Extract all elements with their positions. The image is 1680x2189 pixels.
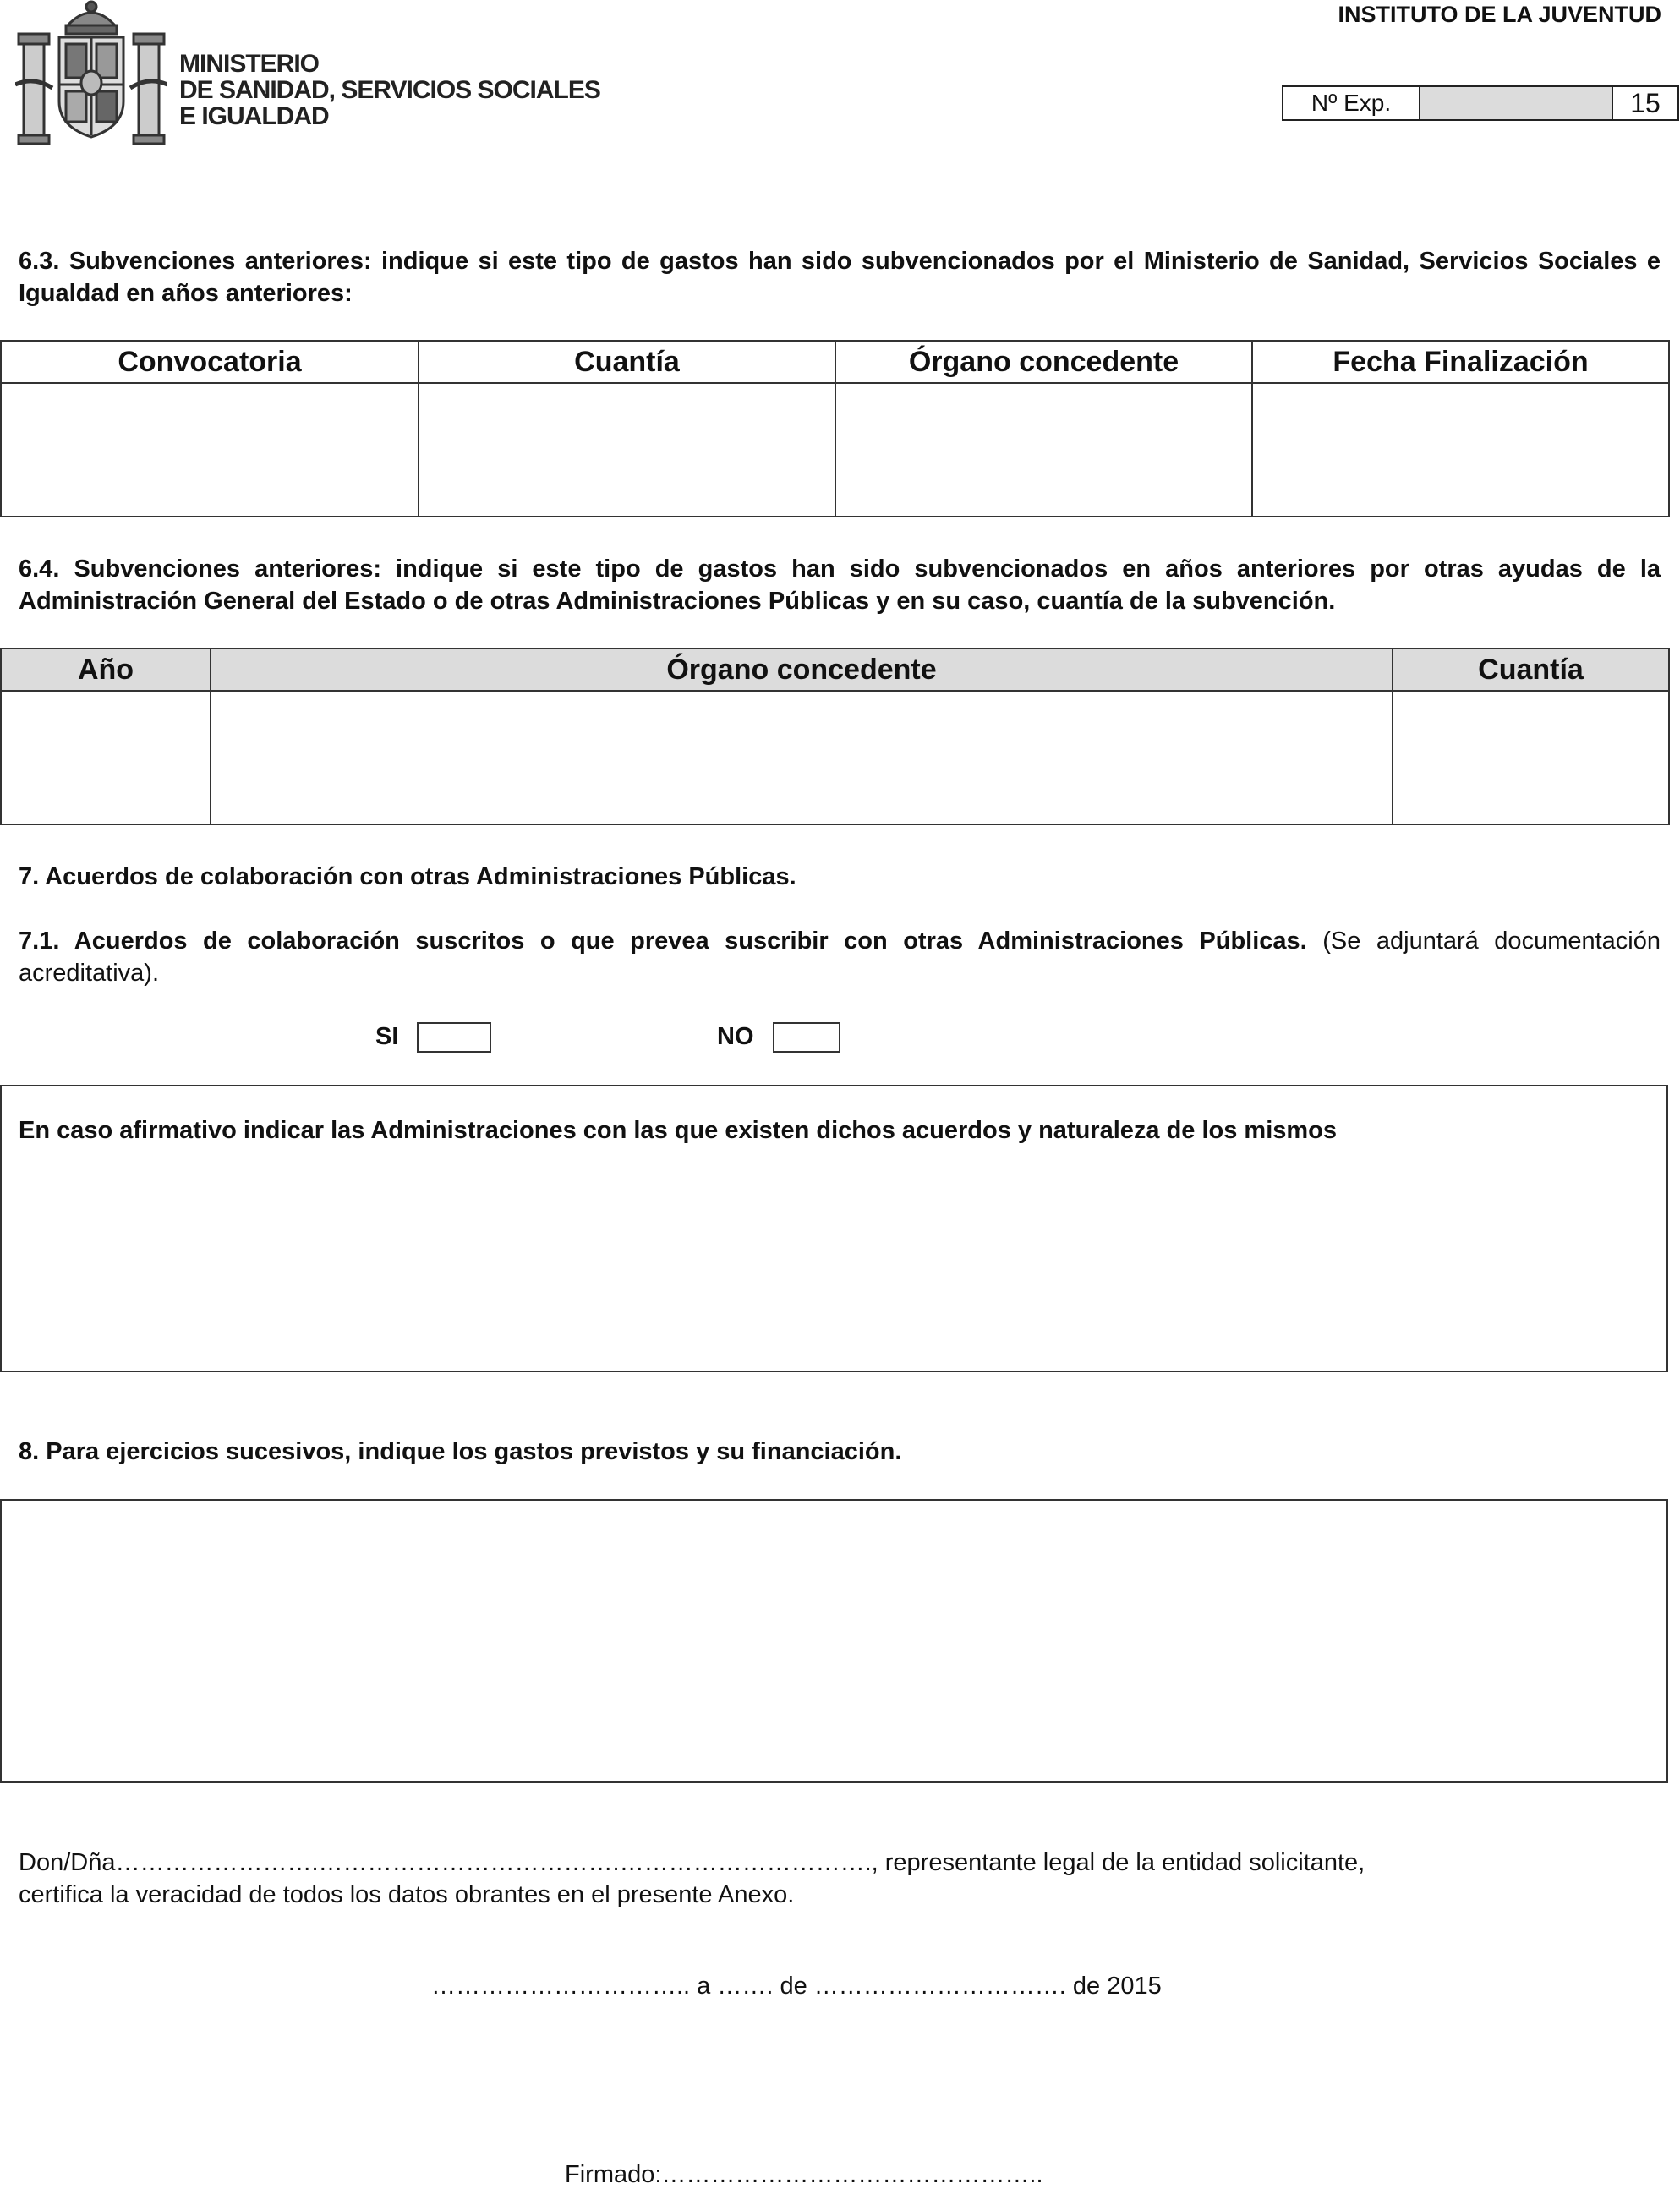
- signed-line: Firmado:………………………………………..: [565, 2161, 1043, 2188]
- cell-cuantia-2[interactable]: [1393, 691, 1669, 824]
- section-7-1-bold: 7.1. Acuerdos de colaboración suscritos o que prevea suscribir con otras Administraciones Públicas.: [19, 928, 1307, 955]
- yes-checkbox[interactable]: [417, 1022, 491, 1053]
- section-8-title: 8. Para ejercicios sucesivos, indique los gastos previstos y su financiación.: [19, 1438, 902, 1465]
- col-header-ano: Año: [1, 648, 211, 691]
- col-header-organo: Órgano concedente: [835, 341, 1252, 383]
- col-header-organo-concedente: Órgano concedente: [211, 648, 1393, 691]
- future-expenses-box[interactable]: [0, 1499, 1668, 1783]
- section-6-3-text: [19, 245, 1661, 309]
- coat-of-arms-icon: [15, 0, 167, 150]
- no-label: NO: [717, 1023, 754, 1050]
- ministry-line-3: E IGUALDAD: [179, 102, 329, 130]
- section-6-3-number: 6.3.: [19, 248, 60, 275]
- no-checkbox[interactable]: [773, 1022, 840, 1053]
- yes-option: [375, 1020, 491, 1053]
- section-7-1-text: [19, 925, 1661, 989]
- section-7-1-note: (Se adjuntará documentación acreditativa).: [19, 928, 1661, 987]
- cell-organo-concedente[interactable]: [211, 691, 1393, 824]
- table-6-3: [0, 340, 1670, 517]
- certification-line-2: certifica la veracidad de todos los datos obrantes en el presente Anexo.: [19, 1881, 795, 1908]
- yes-label: SI: [375, 1023, 399, 1050]
- section-6-4-body: Subvenciones anteriores: indique si este tipo de gastos han sido subvencionados en años anteriores por otras ayudas de la Administración General del Estado o de otras Administraciones Públicas y en su caso, cuantía de la subvención.: [19, 555, 1661, 615]
- expedient-box: [1282, 85, 1679, 121]
- ministry-line-1: MINISTERIO: [179, 50, 320, 78]
- col-header-cuantia-2: Cuantía: [1393, 648, 1669, 691]
- section-6-4-text: [19, 553, 1661, 617]
- cell-cuantia[interactable]: [419, 383, 835, 517]
- section-7-title: 7. Acuerdos de colaboración con otras Administraciones Públicas.: [19, 863, 796, 890]
- no-option: [717, 1020, 840, 1053]
- page-number: 15: [1630, 88, 1661, 118]
- ministry-name: [179, 51, 600, 129]
- table-6-4: [0, 648, 1670, 825]
- cell-ano[interactable]: [1, 691, 211, 824]
- certification-text: [19, 1847, 1365, 1911]
- date-line: ………………………….. a ……. de …………………………. de 2015: [431, 1973, 1162, 2000]
- cell-organo[interactable]: [835, 383, 1252, 517]
- section-6-4-number: 6.4.: [19, 555, 60, 583]
- col-header-cuantia: Cuantía: [419, 341, 835, 383]
- institute-name: INSTITUTO DE LA JUVENTUD: [1338, 2, 1661, 27]
- agreements-box-label: En caso afirmativo indicar las Administraciones con las que existen dichos acuerdos y naturaleza de los mismos: [19, 1117, 1338, 1144]
- col-header-fecha: Fecha Finalización: [1252, 341, 1669, 383]
- agreements-box[interactable]: [0, 1085, 1668, 1372]
- expedient-label: Nº Exp.: [1283, 87, 1420, 119]
- expedient-number-field[interactable]: [1420, 87, 1613, 119]
- cell-fecha[interactable]: [1252, 383, 1669, 517]
- cell-convocatoria[interactable]: [1, 383, 419, 517]
- certification-line-1: Don/Dña…………………….……………………………….…………………………., representante legal de la entidad solicitante,: [19, 1849, 1365, 1876]
- section-6-3-body: Subvenciones anteriores: indique si este tipo de gastos han sido subvencionados por el Ministerio de Sanidad, Servicios Sociales e Igualdad en años anteriores:: [19, 248, 1661, 307]
- col-header-convocatoria: Convocatoria: [1, 341, 419, 383]
- ministry-line-2: DE SANIDAD, SERVICIOS SOCIALES: [179, 76, 600, 104]
